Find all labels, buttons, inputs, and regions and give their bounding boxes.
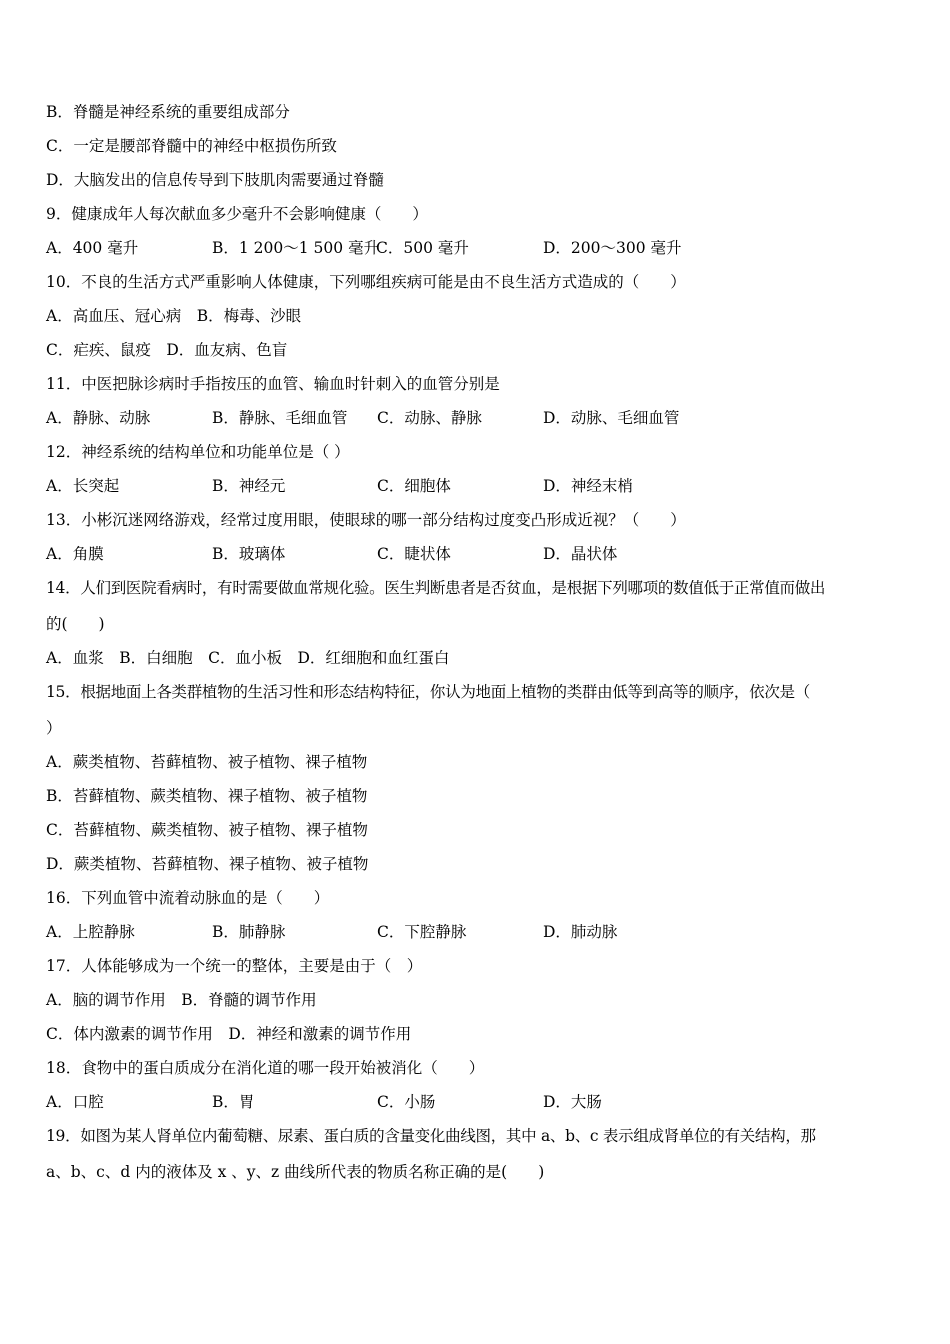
q18-option-a: A．口腔	[46, 1093, 104, 1111]
q13-option-a: A．角膜	[46, 545, 104, 563]
q11-option-b: B．静脉、毛细血管	[212, 409, 348, 427]
q16-option-c: C．下腔静脉	[377, 923, 467, 941]
question-9: 9．健康成年人每次献血多少毫升不会影响健康（ ）	[46, 205, 428, 223]
q18-option-d: D．大肠	[543, 1093, 602, 1111]
question-19: 19．如图为某人肾单位内葡萄糖、尿素、蛋白质的含量变化曲线图，其中 a、b、c 表示组成肾单位的有关结构，那	[46, 1127, 816, 1145]
question-19-continued: a、b、c、d 内的液体及 x 、y、z 曲线所代表的物质名称正确的是( )	[46, 1163, 545, 1181]
q12-option-b: B．神经元	[212, 477, 286, 495]
question-18: 18．食物中的蛋白质成分在消化道的哪一段开始被消化（ ）	[46, 1059, 485, 1077]
question-15-continued: ）	[46, 719, 62, 737]
q17-options-cd: C．体内激素的调节作用 D．神经和激素的调节作用	[46, 1025, 412, 1043]
q9-option-b: B．1 200～1 500 毫升	[212, 239, 380, 257]
q15-option-c: C．苔藓植物、蕨类植物、被子植物、裸子植物	[46, 821, 368, 839]
q18-option-b: B．胃	[212, 1093, 255, 1111]
q15-option-a: A．蕨类植物、苔藓植物、被子植物、裸子植物	[46, 753, 368, 771]
question-11: 11．中医把脉诊病时手指按压的血管、输血时针刺入的血管分别是	[46, 375, 500, 393]
q13-option-b: B．玻璃体	[212, 545, 286, 563]
q11-option-a: A．静脉、动脉	[46, 409, 151, 427]
q8-option-b: B．脊髓是神经系统的重要组成部分	[46, 103, 290, 121]
question-14-continued: 的( )	[46, 615, 105, 633]
q11-option-d: D．动脉、毛细血管	[543, 409, 680, 427]
q8-option-d: D．大脑发出的信息传导到下肢肌肉需要通过脊髓	[46, 171, 384, 189]
q9-option-a: A．400 毫升	[46, 239, 139, 257]
q11-option-c: C．动脉、静脉	[377, 409, 482, 427]
q16-option-a: A．上腔静脉	[46, 923, 135, 941]
q9-option-d: D．200～300 毫升	[543, 239, 682, 257]
q12-option-c: C．细胞体	[377, 477, 451, 495]
question-13: 13．小彬沉迷网络游戏，经常过度用眼，使眼球的哪一部分结构过度变凸形成近视？（ ）	[46, 511, 686, 529]
q10-options-cd: C．疟疾、鼠疫 D．血友病、色盲	[46, 341, 288, 359]
question-14: 14．人们到医院看病时，有时需要做血常规化验。医生判断患者是否贫血，是根据下列哪项的数值低于正常值而做出	[46, 579, 826, 597]
q15-option-b: B．苔藓植物、蕨类植物、裸子植物、被子植物	[46, 787, 368, 805]
question-12: 12．神经系统的结构单位和功能单位是（ ）	[46, 443, 350, 461]
question-10: 10．不良的生活方式严重影响人体健康，下列哪组疾病可能是由不良生活方式造成的（ ）	[46, 273, 686, 291]
q15-option-d: D．蕨类植物、苔藓植物、裸子植物、被子植物	[46, 855, 369, 873]
q13-option-c: C．睫状体	[377, 545, 451, 563]
question-15: 15．根据地面上各类群植物的生活习性和形态结构特征，你认为地面上植物的类群由低等到高等的顺序，依次是（	[46, 683, 810, 701]
q14-options: A．血浆 B．白细胞 C．血小板 D．红细胞和血红蛋白	[46, 649, 450, 667]
q16-option-b: B．肺静脉	[212, 923, 286, 941]
q8-option-c: C．一定是腰部脊髓中的神经中枢损伤所致	[46, 137, 337, 155]
q17-options-ab: A．脑的调节作用 B．脊髓的调节作用	[46, 991, 317, 1009]
q10-options-ab: A．高血压、冠心病 B．梅毒、沙眼	[46, 307, 302, 325]
q12-option-a: A．长突起	[46, 477, 120, 495]
q12-option-d: D．神经末梢	[543, 477, 633, 495]
question-17: 17．人体能够成为一个统一的整体，主要是由于（ ）	[46, 957, 423, 975]
q16-option-d: D．肺动脉	[543, 923, 618, 941]
q18-option-c: C．小肠	[377, 1093, 436, 1111]
q9-option-c: C．500 毫升	[376, 239, 469, 257]
q13-option-d: D．晶状体	[543, 545, 618, 563]
question-16: 16．下列血管中流着动脉血的是（ ）	[46, 889, 330, 907]
